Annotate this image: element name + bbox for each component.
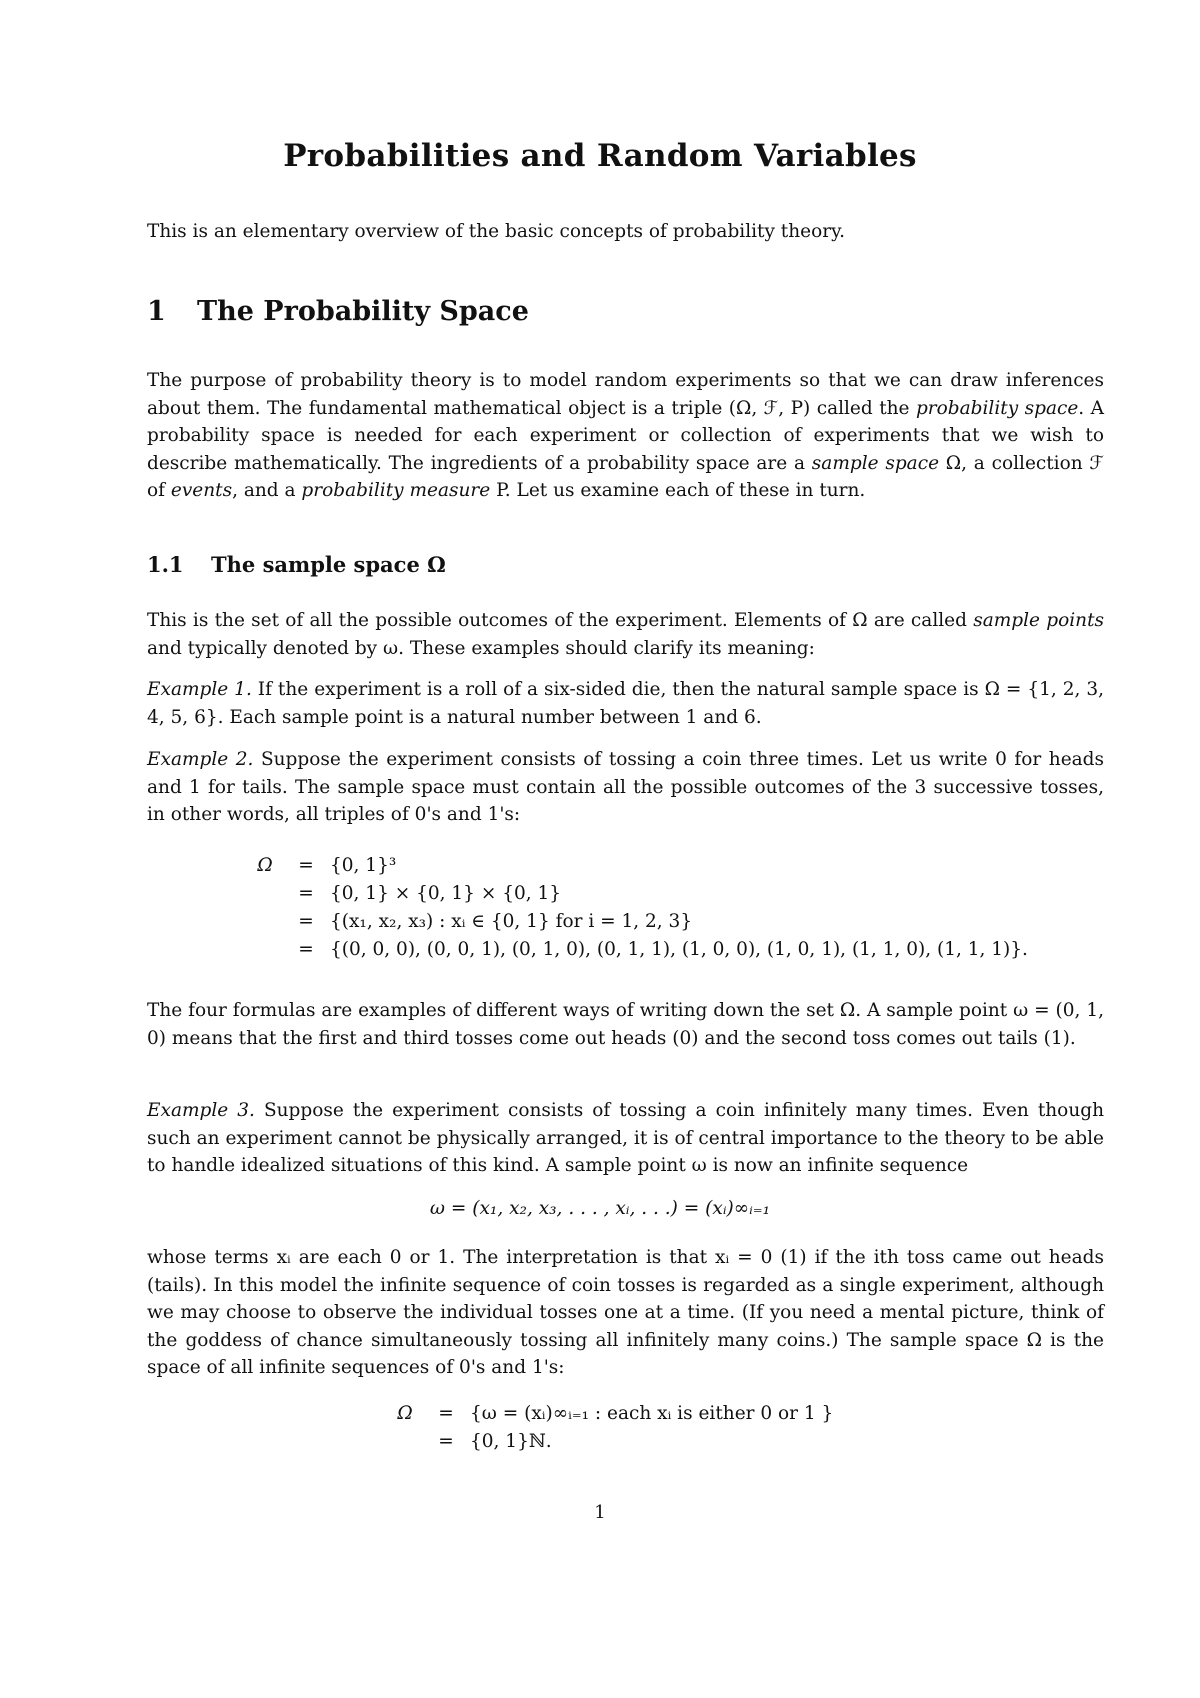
section-paragraph (147, 367, 1104, 505)
equation-row (388, 1400, 833, 1428)
explanation-paragraph: The four formulas are examples of different ways of writing down the set Ω. A sample point ω = (0, 1, 0) means that the first and third tosses come out heads (0) and the second toss comes out tails (1). (147, 1000, 1104, 1049)
equation-block-2 (388, 1400, 833, 1456)
text-run: Suppose the experiment consists of tossing a coin infinitely many times. Even though such an experiment cannot be physically arranged, it is of central importance to the theory to be able to handle idealized situations of this kind. A sample point ω is now an infinite sequence (147, 1100, 1104, 1176)
section-title: The Probability Space (197, 296, 529, 327)
equation-relation: = (298, 855, 314, 876)
interpretation-paragraph: whose terms xᵢ are each 0 or 1. The interpretation is that xᵢ = 0 (1) if the ith toss came out heads (tails). In this model the infinite sequence of coin tosses is regarded as a single experiment, although we may choose to observe the individual tosses one at a time. (If you need a mental picture, think of the goddess of chance simultaneously tossing all infinitely many coins.) The sample space Ω is the space of all infinite sequences of 0's and 1's: (147, 1247, 1104, 1378)
equation-row (248, 852, 1028, 880)
emphasis: sample points (973, 610, 1104, 631)
text-run: This is the set of all the possible outcomes of the experiment. Elements of Ω are called (147, 610, 974, 631)
subsection-paragraph (147, 607, 1104, 662)
emphasis: probability space (915, 397, 1079, 419)
example-label: Example 1. (147, 679, 252, 700)
text-run: If the experiment is a roll of a six-sided die, then the natural sample space is Ω = {1, 2, 3, 4, 5, 6}. Each sample point is a natural number between 1 and 6. (147, 679, 1105, 728)
subsection-heading (147, 552, 446, 577)
sequence-equation: ω = (x₁, x₂, x₃, . . . , xᵢ, . . .) = (xᵢ)∞ᵢ₌₁ (429, 1198, 771, 1219)
text-run: , and a (232, 480, 302, 501)
text-run: P. Let us examine each of these in turn. (490, 480, 866, 501)
equation-lhs: Ω (397, 1403, 413, 1424)
text-run: Suppose the experiment consists of tossing a coin three times. Let us write 0 for heads and 1 for tails. The sample space must contain all the possible outcomes of the 3 successive tosses, in other words, all triples of 0's and 1's: (147, 749, 1105, 825)
equation-rhs: {0, 1}ℕ. (470, 1431, 552, 1452)
section-number: 1 (147, 296, 166, 327)
equation-rhs: {ω = (xᵢ)∞ᵢ₌₁ : each xᵢ is either 0 or 1 } (470, 1403, 834, 1424)
text-run: . A probability space is needed for each experiment or collection of experiments that we wish to describe mathematically. The ingredients of a probability space are a (147, 397, 1105, 474)
document-title: Probabilities and Random Variables (283, 138, 917, 174)
equation-row (388, 1428, 833, 1456)
equation-rhs: {0, 1}³ (330, 855, 397, 876)
page-number: 1 (594, 1502, 606, 1523)
equation-relation: = (438, 1403, 454, 1424)
text-run: and typically denoted by ω. These examples should clarify its meaning: (147, 637, 815, 659)
example-2 (147, 746, 1104, 829)
subsection-title: The sample space Ω (211, 552, 446, 577)
equation-block-1 (248, 852, 1028, 964)
emphasis: sample space (811, 452, 940, 474)
equation-rhs: {0, 1} × {0, 1} × {0, 1} (330, 883, 562, 904)
emphasis: events (170, 480, 233, 501)
section-heading (147, 296, 529, 327)
equation-relation: = (438, 1431, 454, 1452)
equation-lhs: Ω (257, 855, 273, 876)
example-label: Example 3. (147, 1100, 255, 1121)
example-label: Example 2. (147, 749, 254, 770)
example-3 (147, 1097, 1104, 1180)
example-1 (147, 676, 1104, 731)
equation-row (248, 936, 1028, 964)
equation-rhs: {(x₁, x₂, x₃) : xᵢ ∈ {0, 1} for i = 1, 2, 3} (330, 911, 693, 932)
equation-rhs: {(0, 0, 0), (0, 0, 1), (0, 1, 0), (0, 1, 1), (1, 0, 0), (1, 0, 1), (1, 1, 0), (1, 1, 1)}. (330, 939, 1028, 960)
equation-relation: = (298, 911, 314, 932)
text-run: The purpose of probability theory is to model random experiments so that we can draw inferences about them. The fundamental mathematical object is a triple (Ω, ℱ, P) called the (147, 370, 1104, 419)
emphasis: probability measure (301, 480, 491, 501)
equation-relation: = (298, 939, 314, 960)
text-run: Ω, a collection ℱ of (147, 452, 1104, 501)
equation-row (248, 908, 1028, 936)
subsection-number: 1.1 (147, 552, 184, 577)
intro-paragraph: This is an elementary overview of the basic concepts of probability theory. (147, 221, 845, 242)
equation-relation: = (298, 883, 314, 904)
equation-row (248, 880, 1028, 908)
